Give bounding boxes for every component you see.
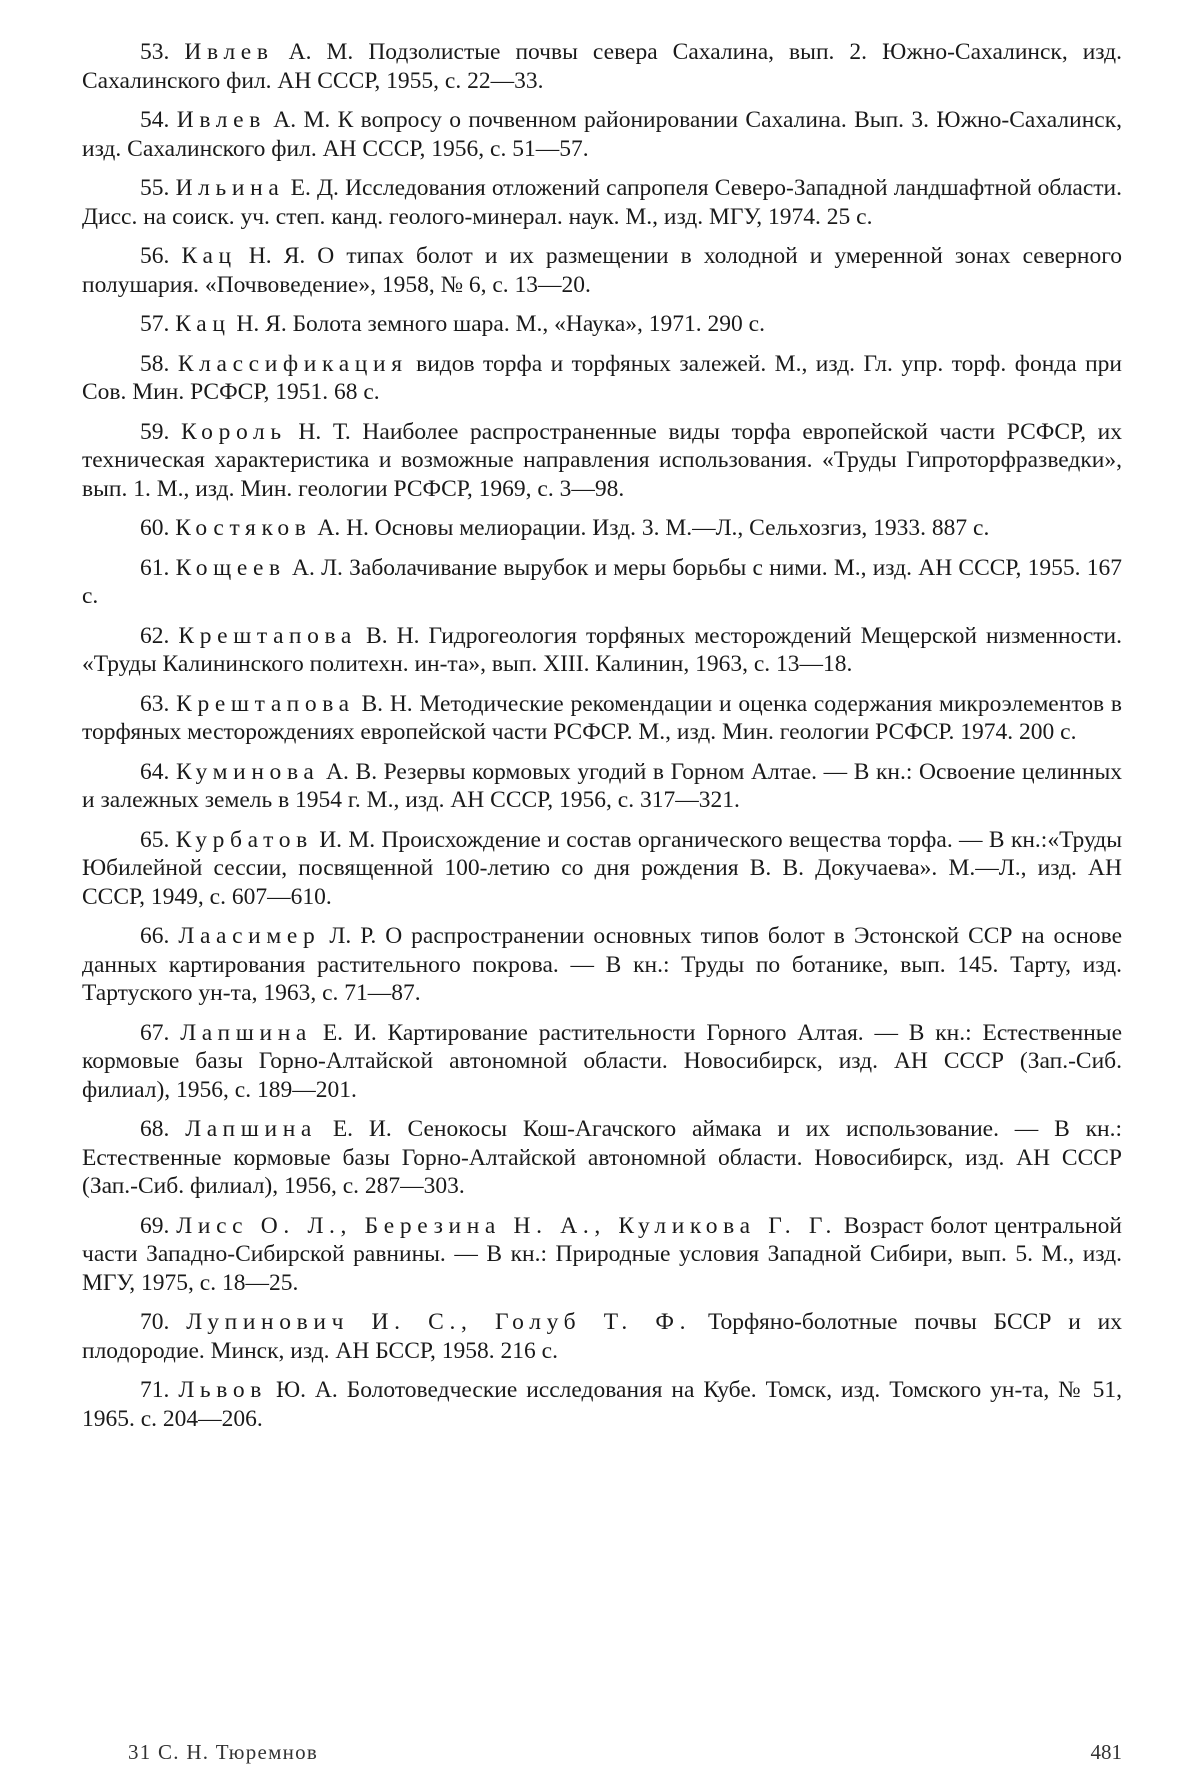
page-footer: [82, 1740, 1122, 1765]
reference-text: Е. И. Картирование растительности Горного Алтая. — В кн.: Естественные кормовые базы Горно-Алтайской автономной области. Новосибирск, изд. АН СССР (Зап.-Сиб. филиал), 1956, с. 189—201.: [82, 1019, 1123, 1103]
reference-author: Лисс О. Л., Березина Н. А., Куликова Г. Г.: [176, 1212, 837, 1239]
reference-text: Ю. А. Болотоведческие исследования на Кубе. Томск, изд. Томского ун-та, № 51, 1965. с. 204—206.: [82, 1377, 1123, 1432]
reference-entry: [82, 106, 1122, 163]
reference-entry: [82, 1376, 1122, 1433]
reference-number: 60.: [140, 515, 170, 541]
reference-author: Кощеев: [175, 554, 286, 581]
reference-entry: [82, 622, 1122, 679]
reference-number: 70.: [140, 1309, 170, 1335]
reference-number: 57.: [140, 311, 170, 337]
reference-number: 64.: [140, 758, 170, 785]
reference-author: Крештапова: [178, 622, 357, 649]
reference-text: А. В. Резервы кормовых угодий в Горном Алтае. — В кн.: Освоение целинных и залежных земель в 1954 г. М., изд. АН СССР, 1956, с. 317—321.: [82, 758, 1122, 813]
reference-entry: [82, 174, 1122, 231]
reference-text: В. Н. Гидрогеология торфяных месторождений Мещерской низменности. «Труды Калининского политехн. ин-та», вып. XIII. Калинин, 1963, с. 13—18.: [82, 622, 1123, 677]
reference-entry: [82, 514, 1122, 543]
reference-text: Н. Я. О типах болот и их размещении в холодной и умеренной зонах северного полушария. «Почвоведение», 1958, № 6, с. 13—20.: [82, 243, 1122, 298]
reference-author: Ильина: [175, 175, 285, 201]
reference-list: [82, 38, 1122, 1444]
reference-text: А. М. Подзолистые почвы севера Сахалина, вып. 2. Южно-Сахалинск, изд. Сахалинского фил. АН СССР, 1955, с. 22—33.: [82, 39, 1122, 94]
reference-number: 58.: [140, 350, 170, 377]
reference-text: Возраст болот центральной части Западно-Сибирской равнины. — В кн.: Природные условия Западной Сибири, вып. 5. М., изд. МГУ, 1975, с. 18—25.: [82, 1212, 1123, 1296]
reference-entry: [82, 418, 1122, 504]
reference-author: Лапшина: [185, 1116, 317, 1142]
reference-author: Львов: [178, 1377, 267, 1403]
reference-number: 62.: [140, 622, 170, 649]
reference-number: 66.: [140, 923, 170, 949]
reference-number: 54.: [140, 107, 170, 133]
reference-entry: [82, 922, 1122, 1008]
reference-text: видов торфа и торфяных залежей. М., изд. Гл. упр. торф. фонда при Сов. Мин. РСФСР, 1951. 68 с.: [82, 350, 1123, 405]
reference-text: А. Л. Заболачивание вырубок и меры борьбы с ними. М., изд. АН СССР, 1955. 167 с.: [82, 554, 1123, 609]
reference-author: Лаасимер: [178, 923, 321, 949]
reference-number: 56.: [140, 243, 170, 269]
reference-entry: [82, 310, 1122, 339]
reference-number: 67.: [140, 1019, 170, 1046]
reference-entry: [82, 242, 1122, 299]
reference-text: Е. Д. Исследования отложений сапропеля Северо-Западной ландшафтной области. Дисс. на соиск. уч. степ. канд. геолого-минерал. наук. М., изд. МГУ, 1974. 25 с.: [82, 175, 1123, 230]
reference-entry: [82, 38, 1122, 95]
reference-text: А. М. К вопросу о почвенном районировании Сахалина. Вып. 3. Южно-Сахалинск, изд. Сахалинского фил. АН СССР, 1956, с. 51—57.: [82, 107, 1122, 162]
reference-author: Лапшина: [180, 1019, 312, 1046]
reference-number: 55.: [140, 175, 170, 201]
reference-author: Ивлев: [184, 39, 274, 65]
reference-author: Король: [181, 418, 287, 445]
reference-number: 61.: [140, 554, 170, 581]
reference-number: 63.: [140, 690, 170, 717]
reference-text: Н. Я. Болота земного шара. М., «Наука», 1971. 290 с.: [230, 311, 765, 337]
reference-text: Торфяно-болотные почвы БССР и их плодородие. Минск, изд. АН БССР, 1958. 216 с.: [82, 1309, 1122, 1364]
reference-number: 53.: [140, 39, 170, 65]
reference-text: Н. Т. Наиболее распространенные виды торфа европейской части РСФСР, их техническая характеристика и возможные направления использования. «Труды Гипроторфразведки», вып. 1. М., изд. Мин. геологии РСФСР, 1969, с. 3—98.: [82, 418, 1123, 502]
reference-text: Л. Р. О распространении основных типов болот в Эстонской ССР на основе данных картирования растительного покрова. — В кн.: Труды по ботанике, вып. 145. Тарту, изд. Тартуского ун-та, 1963, с. 71—87.: [82, 923, 1123, 1006]
reference-entry: [82, 350, 1122, 407]
reference-author: Ивлев: [176, 107, 266, 133]
reference-text: А. Н. Основы мелиорации. Изд. 3. М.—Л., Сельхозгиз, 1933. 887 с.: [311, 515, 990, 541]
reference-entry: [82, 1212, 1122, 1298]
reference-author: Лупинович И. С., Голуб Т. Ф.: [186, 1309, 692, 1335]
reference-number: 59.: [140, 418, 170, 445]
reference-entry: [82, 690, 1122, 747]
page-number: 481: [1090, 1740, 1122, 1764]
reference-author: Кац: [181, 243, 237, 269]
reference-author: Классификация: [177, 350, 408, 377]
reference-entry: [82, 1019, 1122, 1105]
reference-text: В. Н. Методические рекомендации и оценка содержания микроэлементов в торфяных месторождениях европейской части РСФСР. М., изд. Мин. геологии РСФСР. 1974. 200 с.: [82, 690, 1122, 745]
reference-author: Куминова: [175, 758, 320, 785]
reference-number: 71.: [140, 1377, 170, 1403]
reference-text: Е. И. Сенокосы Кош-Агачского аймака и их использование. — В кн.: Естественные кормовые базы Горно-Алтайской автономной области. Новосибирск, изд. АН СССР (Зап.-Сиб. филиал), 1956, с. 287—303.: [82, 1116, 1123, 1199]
reference-entry: [82, 1308, 1122, 1365]
reference-entry: [82, 826, 1122, 912]
reference-text: И. М. Происхождение и состав органического вещества торфа. — В кн.:«Труды Юбилейной сессии, посвященной 100-летию со дня рождения В. В. Докучаева». М.—Л., изд. АН СССР, 1949, с. 607—610.: [82, 826, 1123, 910]
reference-author: Костяков: [175, 515, 312, 541]
reference-author: Крештапова: [176, 690, 355, 717]
reference-author: Кац: [175, 311, 231, 337]
reference-entry: [82, 758, 1122, 815]
reference-entry: [82, 1115, 1122, 1201]
reference-entry: [82, 554, 1122, 611]
printer-signature: 31 С. Н. Тюремнов: [128, 1740, 319, 1764]
reference-number: 69.: [140, 1212, 170, 1239]
reference-number: 65.: [140, 826, 170, 853]
reference-number: 68.: [140, 1116, 170, 1142]
reference-author: Курбатов: [175, 826, 313, 853]
